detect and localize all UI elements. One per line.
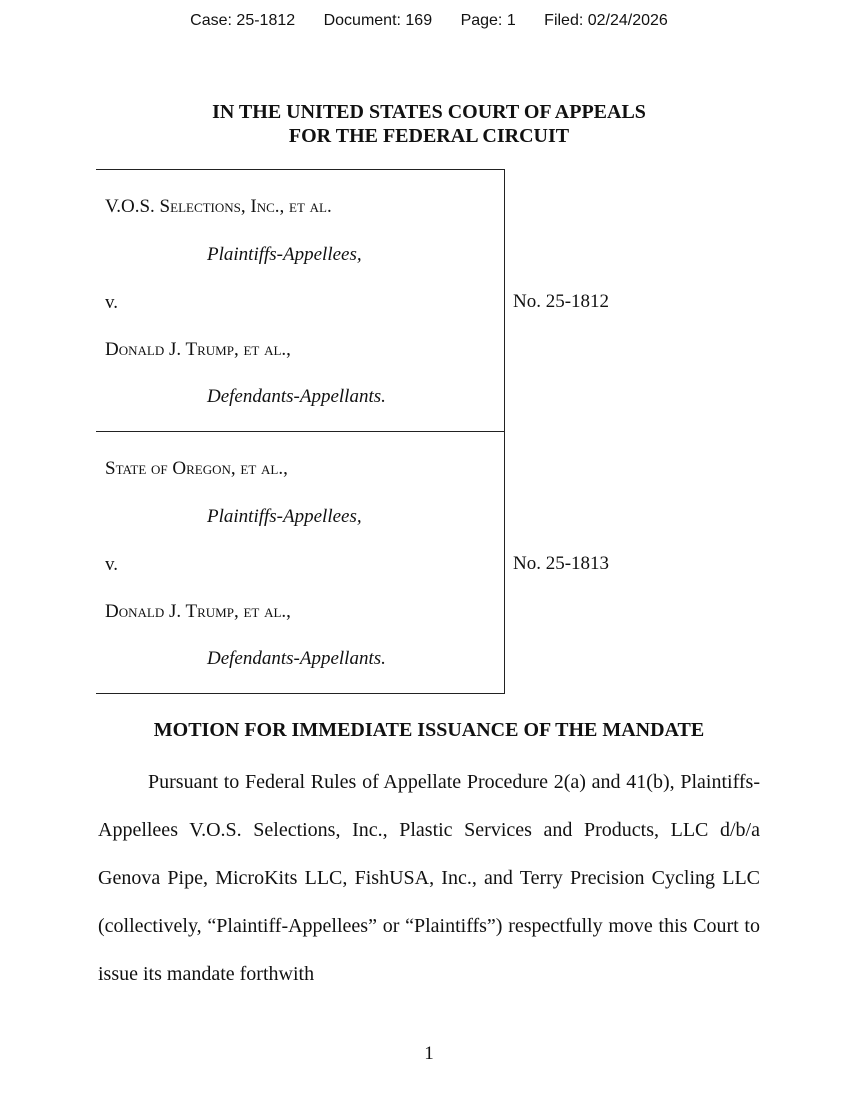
filed-date: Filed: 02/24/2026 xyxy=(544,12,668,29)
plaintiff-role: Plaintiffs-Appellees, xyxy=(207,506,362,527)
versus: v. xyxy=(105,554,119,575)
case-caption-block-1 xyxy=(96,169,505,432)
court-title xyxy=(0,100,858,148)
filing-header xyxy=(0,12,858,30)
case-caption-block-2 xyxy=(96,432,505,694)
defendant-name: Donald J. Trump, et al., xyxy=(105,339,291,360)
case-number: Case: 25-1812 xyxy=(190,12,296,29)
plaintiff-role: Plaintiffs-Appellees, xyxy=(207,244,362,265)
page-number: 1 xyxy=(424,1043,434,1064)
court-title-line-2: FOR THE FEDERAL CIRCUIT xyxy=(288,125,570,147)
docket-number-1: No. 25-1812 xyxy=(513,291,610,312)
plaintiff-name: State of Oregon, et al., xyxy=(105,458,288,479)
versus: v. xyxy=(105,292,119,313)
court-title-line-1: IN THE UNITED STATES COURT OF APPEALS xyxy=(212,101,646,123)
docket-number-2: No. 25-1813 xyxy=(513,553,610,574)
case-caption xyxy=(96,169,506,694)
motion-title: MOTION FOR IMMEDIATE ISSUANCE OF THE MANDATE xyxy=(153,719,705,741)
defendant-role: Defendants-Appellants. xyxy=(207,386,386,407)
defendant-role: Defendants-Appellants. xyxy=(207,648,386,669)
page-indicator: Page: 1 xyxy=(460,12,516,29)
defendant-name: Donald J. Trump, et al., xyxy=(105,601,291,622)
body-text: Pursuant to Federal Rules of Appellate Procedure 2(a) and 41(b), Plaintiffs-Appellees V.O.S. Selections, Inc., Plastic Services and Products, LLC d/b/a Genova Pipe, MicroKits LLC, FishUSA, Inc., and Terry Precision Cycling LLC (collectively, “Plaintiff-Appellees” or “Plaintiffs”) respectfully move this Court to issue its mandate forthwith xyxy=(98,771,760,985)
plaintiff-name: V.O.S. Selections, Inc., et al. xyxy=(105,196,332,217)
body-paragraph xyxy=(98,758,760,998)
document-number: Document: 169 xyxy=(323,12,433,29)
